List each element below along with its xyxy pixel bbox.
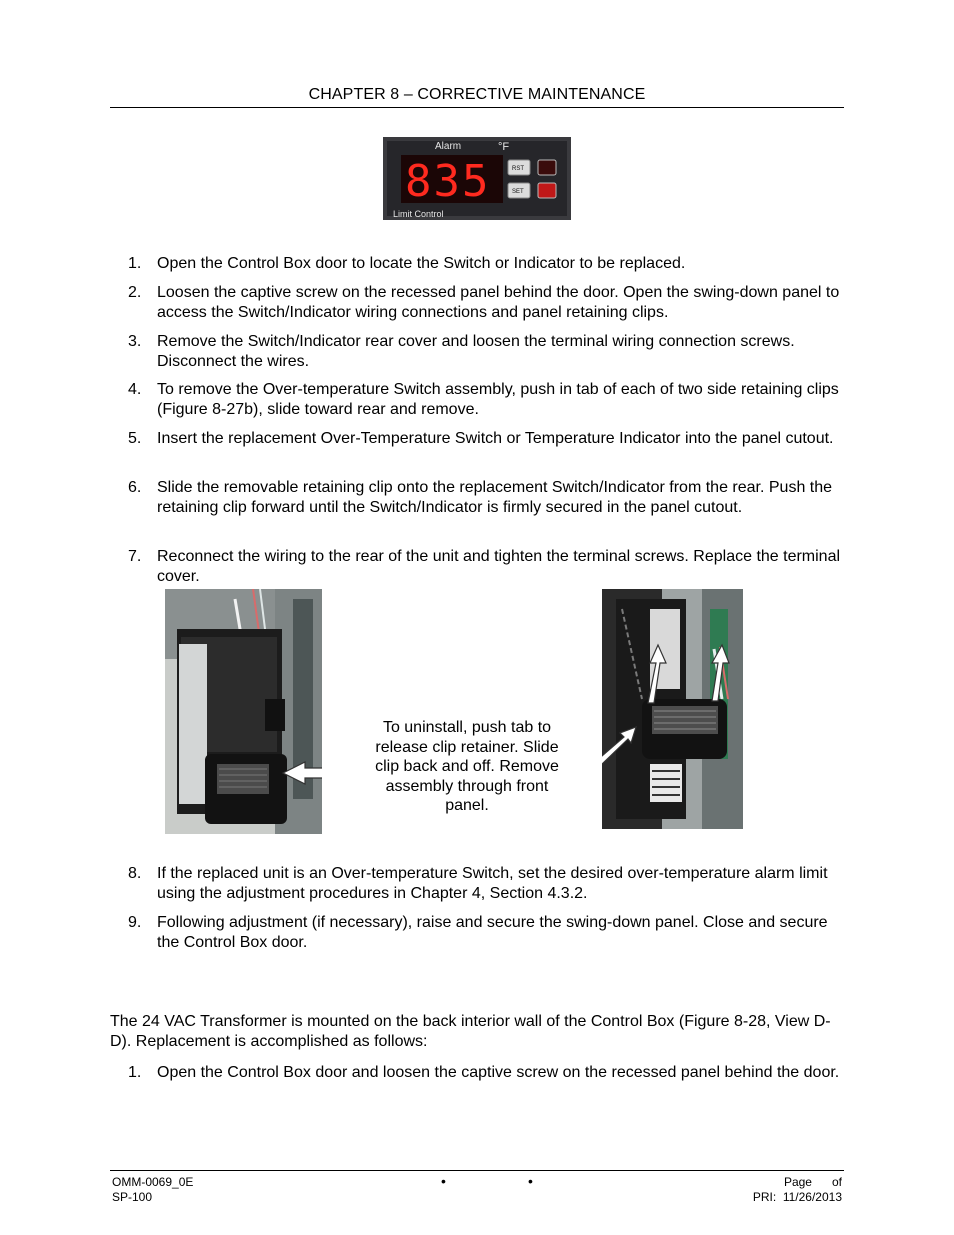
step-number: 3. [128, 333, 142, 350]
step-text: Reconnect the wiring to the rear of the unit and tighten the terminal screws. Replace the terminal cover. [157, 548, 841, 585]
step-text: Following adjustment (if necessary), raise and secure the swing-down panel. Close and secure the Control Box door. [157, 914, 828, 951]
step-text: To remove the Over-temperature Switch assembly, push in tab of each of two side retaining clips (Figure 8-27b), slide toward rear and remove. [157, 381, 839, 418]
step-text: Insert the replacement Over-Temperature Switch or Temperature Indicator into the panel cutout. [157, 430, 834, 447]
step-text: If the replaced unit is an Over-temperature Switch, set the desired over-temperature alarm limit using the adjustment procedures in Chapter 4, Section 4.3.2. [157, 865, 828, 902]
step-number: 1. [128, 255, 142, 272]
transformer-paragraph: The 24 VAC Transformer is mounted on the back interior wall of the Control Box (Figure 8-28, View D-D). Replacement is accomplished as follows: [110, 1013, 831, 1050]
set-indicator-icon [538, 183, 556, 198]
footer-left [112, 1175, 193, 1205]
rst-indicator-icon [538, 160, 556, 175]
limit-control-label: Limit Control [393, 209, 444, 219]
rst-button-label: RST [512, 166, 524, 172]
switch-clip-photo [602, 589, 743, 829]
figure-caption: To uninstall, push tab to release clip retainer. Slide clip back and off. Remove assembly through front panel. [375, 719, 559, 815]
switch-rear-photo [165, 589, 322, 834]
step-text: Loosen the captive screw on the recessed panel behind the door. Open the swing-down panel to access the Switch/Indicator wiring connections and panel retaining clips. [157, 284, 840, 321]
footer-doc-id: OMM-0069_0E [112, 1175, 194, 1189]
footer-right [640, 1175, 842, 1205]
step-text: Remove the Switch/Indicator rear cover and loosen the terminal wiring connection screws. Disconnect the wires. [157, 333, 795, 370]
step-number: 6. [128, 479, 142, 496]
footer-page-label: Page of [783, 1175, 842, 1189]
step-text: Open the Control Box door to locate the Switch or Indicator to be replaced. [157, 255, 686, 272]
step-number: 5. [128, 430, 142, 447]
step-number: 2. [128, 284, 142, 301]
page-header: CHAPTER 8 – CORRECTIVE MAINTENANCE [308, 86, 646, 103]
temperature-readout: 835 [405, 156, 491, 207]
unit-label: °F [498, 141, 510, 153]
step-number: 1. [128, 1064, 142, 1081]
header-rule [110, 107, 844, 108]
step-number: 9. [128, 914, 142, 931]
footer-bullet-2: • [528, 1173, 533, 1189]
set-button-label: SET [512, 189, 524, 195]
step-text: Open the Control Box door and loosen the captive screw on the recessed panel behind the door. [157, 1064, 840, 1081]
footer-model: SP-100 [112, 1190, 153, 1204]
limit-control-photo [383, 137, 571, 220]
step-text: Slide the removable retaining clip onto the replacement Switch/Indicator from the rear. Push the retaining clip forward until the Switch/Indicator is firmly secured in the panel cutout. [157, 479, 833, 516]
alarm-label: Alarm [435, 141, 462, 152]
footer-rule [110, 1170, 844, 1171]
footer-pri-date: PRI: 11/26/2013 [752, 1190, 842, 1204]
step-number: 7. [128, 548, 142, 565]
step-number: 4. [128, 381, 142, 398]
footer-bullet-1: • [441, 1173, 446, 1189]
step-number: 8. [128, 865, 142, 882]
